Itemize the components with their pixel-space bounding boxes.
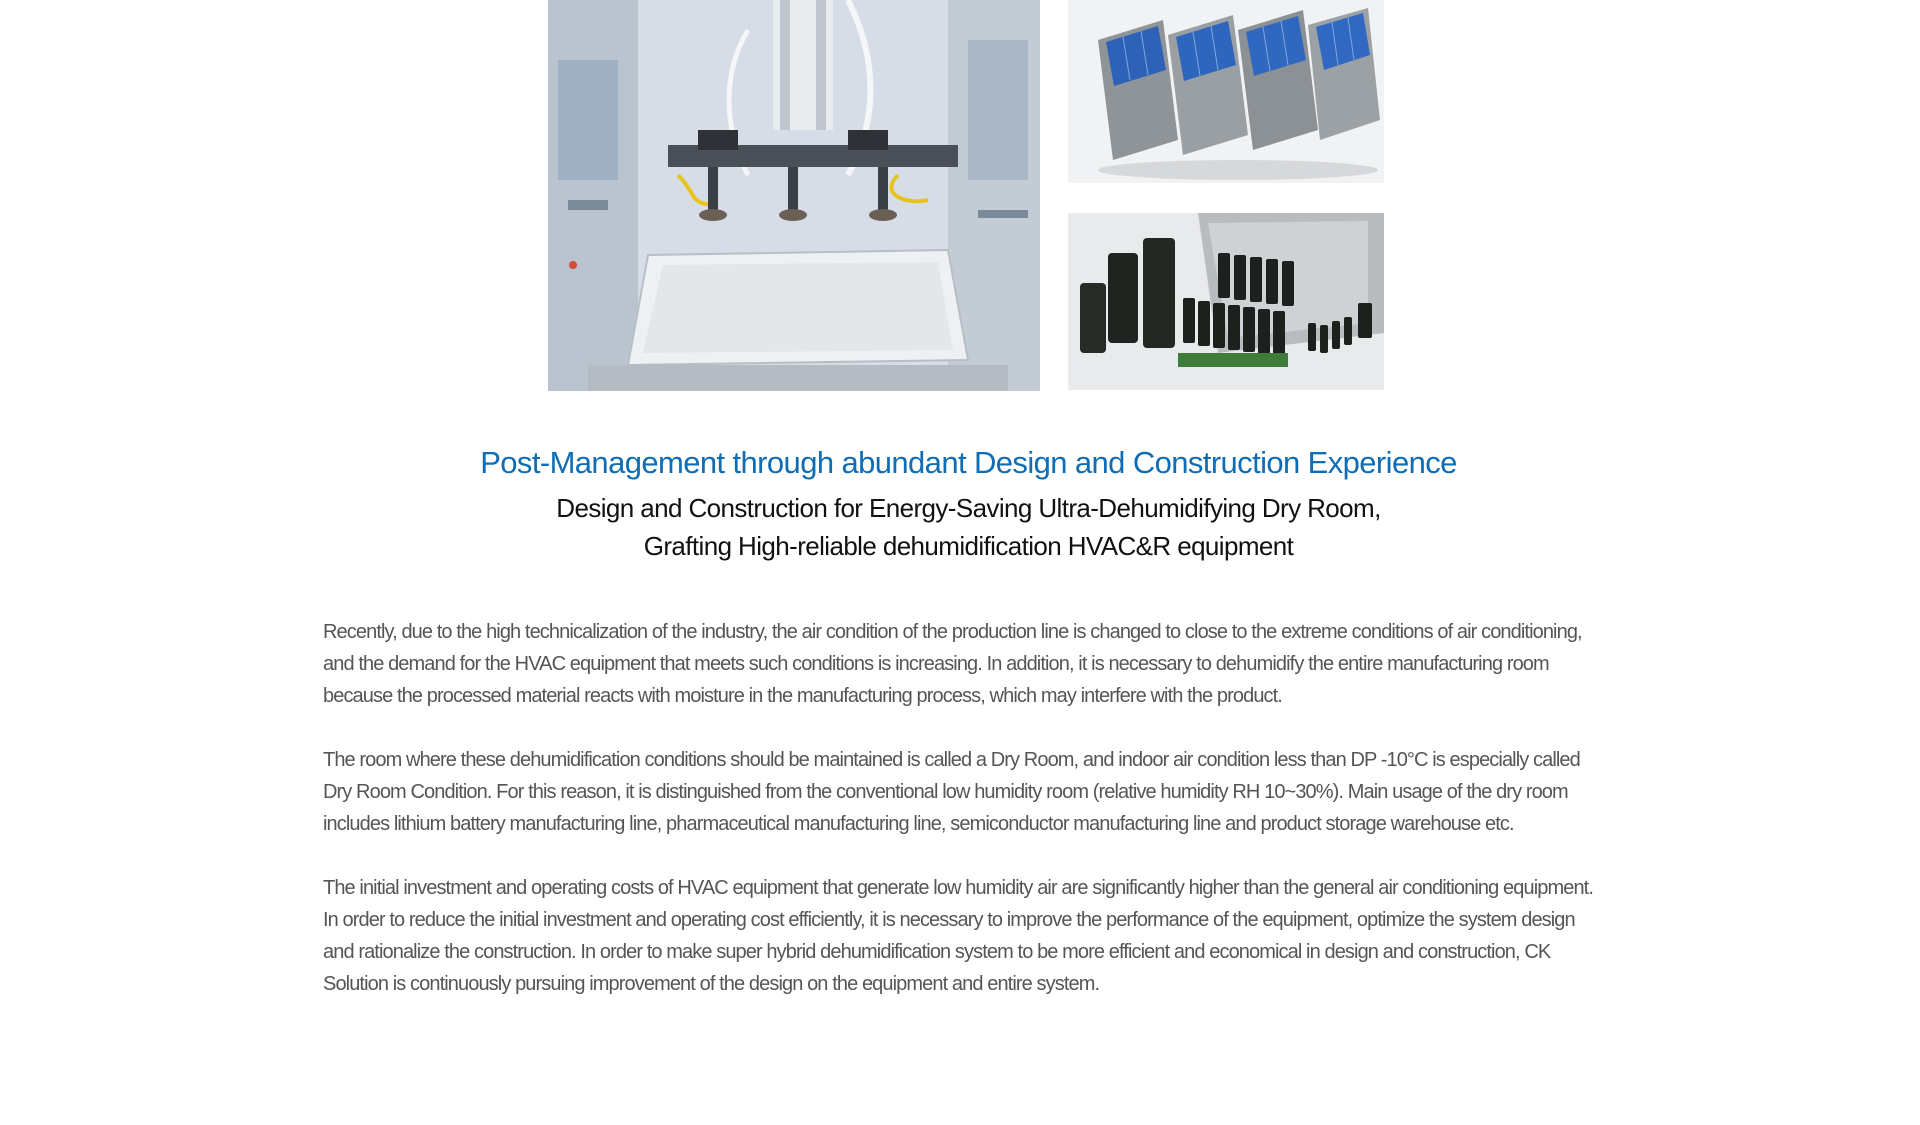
body-text [323,616,1595,1032]
section-headline: Post-Management through abundant Design and Construction Experience [480,445,1457,480]
paragraph-intro: Recently, due to the high technicalization of the industry, the air condition of the production line is changed to close to the extreme conditions of air conditioning, and the demand for the HVAC equipment that meets such conditions is increasing. In addition, it is necessary to dehumidify the entire manufacturing room because the processed material reacts with moisture in the manufacturing process, which may interfere with the product. [323,621,1582,707]
paragraph-dry-room: The room where these dehumidification conditions should be maintained is called a Dry Room, and indoor air condition less than DP -10°C is especially called Dry Room Condition. For this reason, it is distinguished from the conventional low humidity room (relative humidity RH 10~30%). Main usage of the dry room includes lithium battery manufacturing line, pharmaceutical manufacturing line, semiconductor manufacturing line and product storage warehouse etc. [323,749,1580,835]
section-subheading [0,489,1920,565]
subheading-line-1: Design and Construction for Energy-Saving Ultra-Dehumidifying Dry Room, [556,493,1381,523]
capacitors-image [1068,213,1384,390]
subheading-line-2: Grafting High-reliable dehumidification HVAC&R equipment [643,531,1294,561]
battery-pack-cells-image [1068,0,1384,183]
battery-manufacturing-robot-image [548,0,1040,391]
paragraph-costs: The initial investment and operating costs of HVAC equipment that generate low humidity air are significantly higher than the general air conditioning equipment. In order to reduce the initial investment and operating cost efficiently, it is necessary to improve the performance of the equipment, optimize the system design and rationalize the construction. In order to make super hybrid dehumidification system to be more efficient and economical in design and construction, CK Solution is continuously pursuing improvement of the design on the equipment and entire system. [323,877,1593,995]
